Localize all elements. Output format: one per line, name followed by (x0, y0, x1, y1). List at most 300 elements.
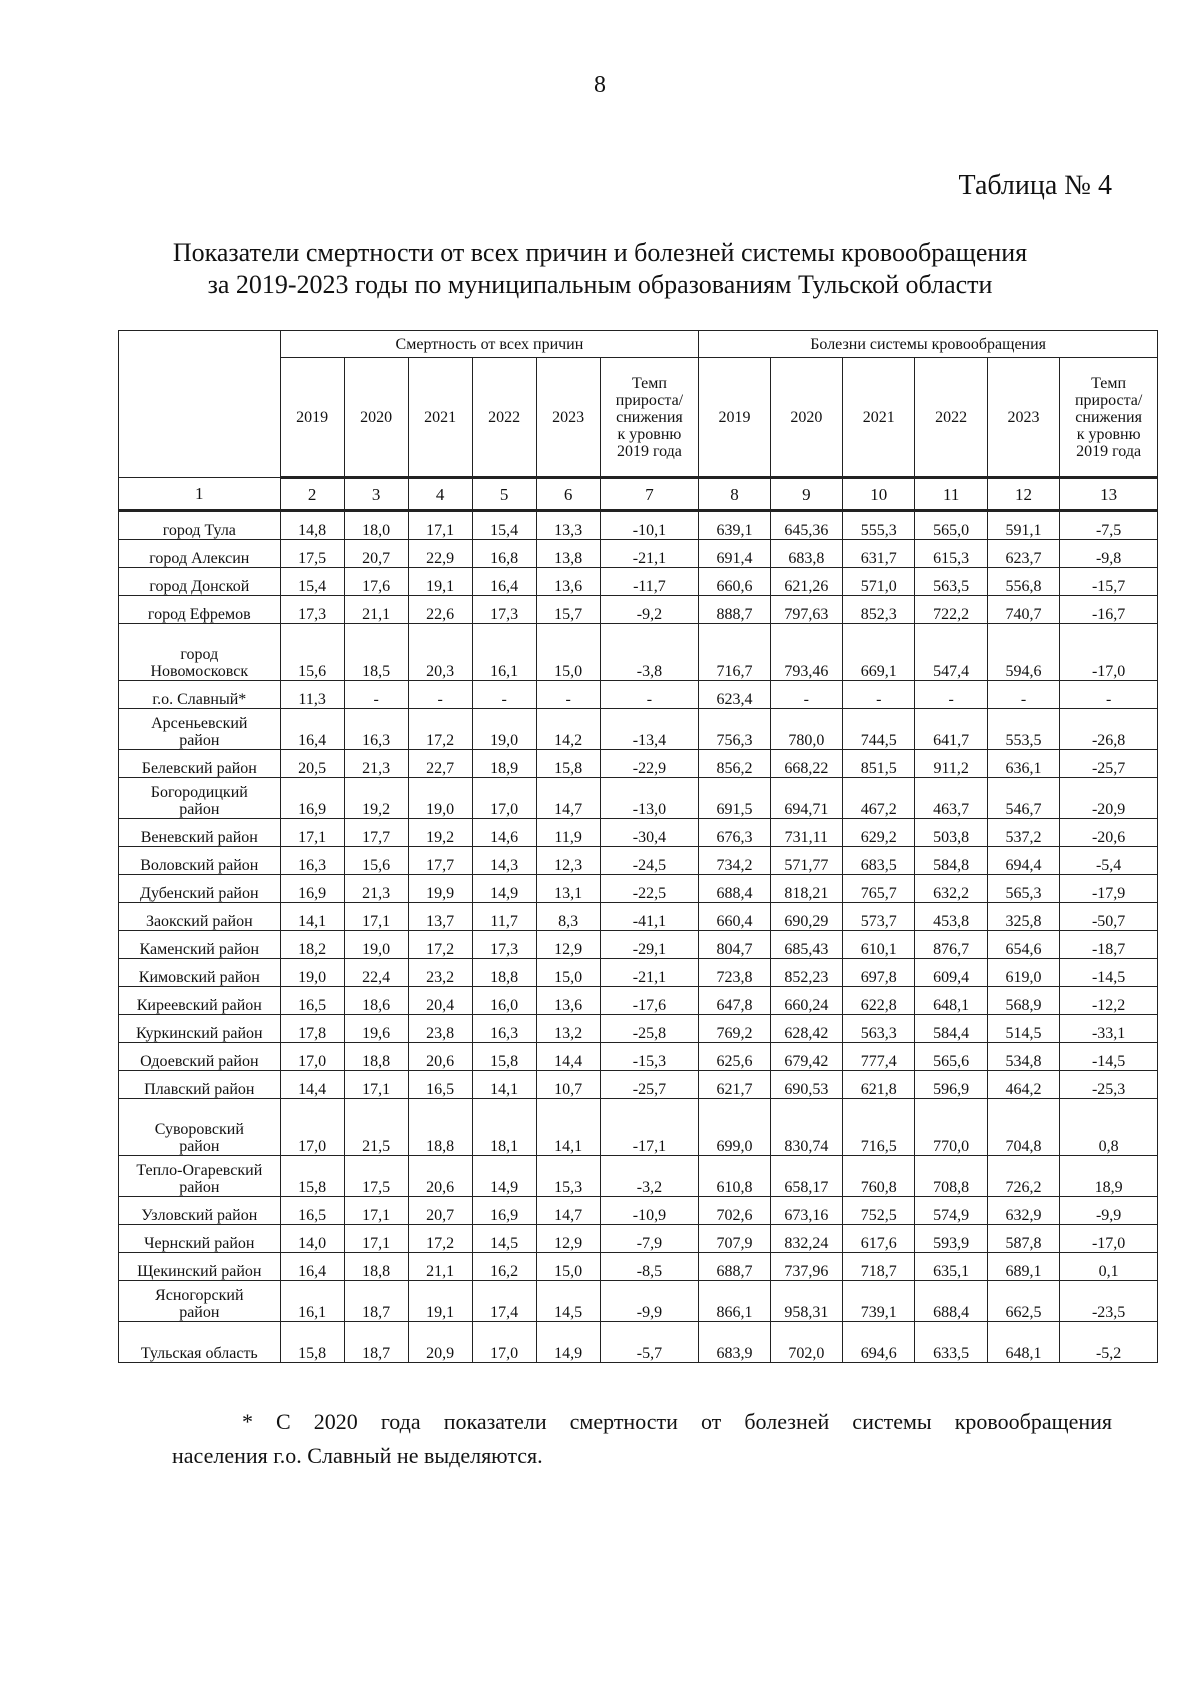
table-cell: 739,1 (843, 1281, 915, 1322)
table-cell: 654,6 (987, 931, 1059, 959)
table-cell: 18,8 (472, 959, 536, 987)
column-number: 13 (1060, 478, 1158, 511)
table-cell: 18,9 (1060, 1156, 1158, 1197)
table-cell: 737,96 (770, 1253, 842, 1281)
table-cell: 20,7 (344, 540, 408, 568)
footnote-line-1: * С 2020 года показатели смертности от болезней системы кровообращения (242, 1409, 1112, 1434)
table-cell: 20,5 (280, 750, 344, 778)
municipality-name-line: город Донской (149, 578, 250, 595)
column-number-row (119, 478, 1158, 511)
table-cell: 16,0 (472, 987, 536, 1015)
table-cell: 593,9 (915, 1225, 987, 1253)
table-cell: 780,0 (770, 709, 842, 750)
table-cell: 668,22 (770, 750, 842, 778)
municipality-name (119, 750, 281, 778)
table-cell: - (536, 681, 600, 709)
table-cell: 647,8 (699, 987, 770, 1015)
table-cell: 17,3 (280, 596, 344, 624)
municipality-name-line: район (179, 732, 220, 749)
table-row (119, 819, 1158, 847)
municipality-name-line: Новомосковск (150, 663, 249, 680)
municipality-name-line: Богородицкий (150, 784, 248, 801)
table-cell: 852,3 (843, 596, 915, 624)
table-cell: -14,5 (1060, 959, 1158, 987)
table-cell: 21,5 (344, 1099, 408, 1156)
municipality-name-line: Чернский район (144, 1235, 255, 1252)
municipality-name (119, 959, 281, 987)
table-row (119, 1197, 1158, 1225)
table-cell: - (1060, 681, 1158, 709)
table-cell: 19,0 (280, 959, 344, 987)
table-cell: 22,9 (408, 540, 472, 568)
table-cell: 571,0 (843, 568, 915, 596)
table-cell: 14,1 (536, 1099, 600, 1156)
table-cell: 13,6 (536, 987, 600, 1015)
municipality-name-line: Тепло-Огаревский (136, 1162, 263, 1179)
table-cell: 744,5 (843, 709, 915, 750)
table-cell: 688,4 (915, 1281, 987, 1322)
table-cell: -41,1 (600, 903, 699, 931)
table-title (100, 237, 1100, 301)
circulatory-tempo-header-line: Темп (1091, 374, 1127, 392)
column-number: 3 (344, 478, 408, 511)
table-cell: 690,53 (770, 1071, 842, 1099)
table-cell: 14,3 (472, 847, 536, 875)
table-cell: 573,7 (843, 903, 915, 931)
table-cell: 18,5 (344, 624, 408, 681)
table-cell: 17,7 (408, 847, 472, 875)
table-title-line-1: Показатели смертности от всех причин и болезней системы кровообращения (172, 238, 1028, 267)
municipality-name-line: город (180, 646, 219, 663)
all-causes-tempo-header-line: к уровню (617, 425, 682, 443)
table-row (119, 1281, 1158, 1322)
municipality-name (119, 931, 281, 959)
table-cell: -17,0 (1060, 624, 1158, 681)
table-cell: 8,3 (536, 903, 600, 931)
table-row (119, 568, 1158, 596)
table-cell: -21,1 (600, 540, 699, 568)
circulatory-year-4: 2023 (987, 358, 1059, 478)
table-cell: -17,0 (1060, 1225, 1158, 1253)
table-cell: 632,9 (987, 1197, 1059, 1225)
table-cell: -9,9 (600, 1281, 699, 1322)
table-cell: -17,1 (600, 1099, 699, 1156)
table-cell: 16,8 (472, 540, 536, 568)
table-cell: -10,1 (600, 511, 699, 540)
table-cell: 631,7 (843, 540, 915, 568)
table-cell: -5,4 (1060, 847, 1158, 875)
table-cell: 568,9 (987, 987, 1059, 1015)
table-cell: -25,3 (1060, 1071, 1158, 1099)
table-cell: 11,3 (280, 681, 344, 709)
table-cell: 14,5 (472, 1225, 536, 1253)
table-cell: - (344, 681, 408, 709)
table-cell: -24,5 (600, 847, 699, 875)
table-cell: 16,4 (280, 709, 344, 750)
table-cell: 16,5 (280, 987, 344, 1015)
table-cell: 756,3 (699, 709, 770, 750)
table-cell: -5,7 (600, 1322, 699, 1363)
table-cell: -15,3 (600, 1043, 699, 1071)
table-cell: - (472, 681, 536, 709)
municipality-name-line: Плавский район (144, 1081, 255, 1098)
table-cell: 17,7 (344, 819, 408, 847)
table-cell: 18,6 (344, 987, 408, 1015)
table-cell: -13,0 (600, 778, 699, 819)
table-cell: 20,4 (408, 987, 472, 1015)
all-causes-tempo-header-line: 2019 года (616, 442, 682, 460)
municipality-name-line: город Ефремов (147, 606, 251, 623)
table-cell: -16,7 (1060, 596, 1158, 624)
table-cell: 691,4 (699, 540, 770, 568)
municipality-name-line: Веневский район (140, 829, 258, 846)
table-cell: 14,8 (280, 511, 344, 540)
table-row (119, 681, 1158, 709)
table-cell: 18,8 (344, 1043, 408, 1071)
municipality-name-line: г.о. Славный* (152, 691, 247, 708)
table-cell: 621,8 (843, 1071, 915, 1099)
table-row (119, 1225, 1158, 1253)
table-cell: -20,9 (1060, 778, 1158, 819)
table-cell: 660,6 (699, 568, 770, 596)
municipality-name-line: район (179, 1304, 220, 1321)
table-cell: 610,1 (843, 931, 915, 959)
table-cell: -20,6 (1060, 819, 1158, 847)
table-cell: 14,4 (536, 1043, 600, 1071)
municipality-name (119, 568, 281, 596)
table-cell: 16,2 (472, 1253, 536, 1281)
table-cell: 14,9 (472, 875, 536, 903)
corner-header-cell (119, 331, 281, 478)
table-cell: -11,7 (600, 568, 699, 596)
municipality-name (119, 875, 281, 903)
table-cell: 19,0 (408, 778, 472, 819)
table-cell: 639,1 (699, 511, 770, 540)
column-number: 5 (472, 478, 536, 511)
table-cell: 16,1 (472, 624, 536, 681)
table-cell: 584,4 (915, 1015, 987, 1043)
table-cell: 20,9 (408, 1322, 472, 1363)
table-cell: 584,8 (915, 847, 987, 875)
table-cell: 702,0 (770, 1322, 842, 1363)
table-cell: 19,1 (408, 1281, 472, 1322)
table-row (119, 931, 1158, 959)
table-cell: 22,6 (408, 596, 472, 624)
table-cell: 830,74 (770, 1099, 842, 1156)
table-cell: 14,7 (536, 1197, 600, 1225)
circulatory-year-0: 2019 (699, 358, 770, 478)
municipality-name (119, 987, 281, 1015)
table-cell: 17,8 (280, 1015, 344, 1043)
municipality-name (119, 819, 281, 847)
table-cell: 17,5 (344, 1156, 408, 1197)
table-cell: 645,36 (770, 511, 842, 540)
table-cell: 21,1 (408, 1253, 472, 1281)
municipality-name (119, 778, 281, 819)
municipality-name (119, 540, 281, 568)
table-row (119, 624, 1158, 681)
all-causes-tempo-header-line: снижения (616, 408, 683, 426)
municipality-name-line: Суворовский (154, 1121, 244, 1138)
table-cell: 15,4 (472, 511, 536, 540)
column-number: 12 (987, 478, 1059, 511)
table-cell: 18,7 (344, 1281, 408, 1322)
table-cell: -30,4 (600, 819, 699, 847)
table-cell: 16,1 (280, 1281, 344, 1322)
table-cell: 17,6 (344, 568, 408, 596)
table-cell: -7,5 (1060, 511, 1158, 540)
table-cell: 16,9 (280, 875, 344, 903)
table-cell: 722,2 (915, 596, 987, 624)
municipality-name (119, 511, 281, 540)
table-cell: 621,26 (770, 568, 842, 596)
table-cell: -23,5 (1060, 1281, 1158, 1322)
municipality-name (119, 1253, 281, 1281)
table-cell: 694,4 (987, 847, 1059, 875)
table-row (119, 540, 1158, 568)
table-cell: 632,2 (915, 875, 987, 903)
table-cell: 16,9 (280, 778, 344, 819)
table-cell: 15,8 (280, 1322, 344, 1363)
municipality-name-line: Ясногорский (155, 1287, 244, 1304)
municipality-name-line: Заокский район (145, 913, 253, 930)
table-cell: 818,21 (770, 875, 842, 903)
table-row (119, 1253, 1158, 1281)
municipality-name (119, 1225, 281, 1253)
table-cell: 453,8 (915, 903, 987, 931)
municipality-name (119, 1322, 281, 1363)
table-cell: 563,5 (915, 568, 987, 596)
table-cell: 866,1 (699, 1281, 770, 1322)
table-cell: 760,8 (843, 1156, 915, 1197)
table-cell: 699,0 (699, 1099, 770, 1156)
table-row (119, 1043, 1158, 1071)
municipality-name (119, 709, 281, 750)
header-all-causes: Смертность от всех причин (280, 331, 699, 358)
table-cell: 13,8 (536, 540, 600, 568)
table-cell: 503,8 (915, 819, 987, 847)
column-number: 7 (600, 478, 699, 511)
municipality-name-line: город Алексин (149, 550, 250, 567)
all-causes-year-3: 2022 (472, 358, 536, 478)
table-cell: 23,2 (408, 959, 472, 987)
table-cell: -7,9 (600, 1225, 699, 1253)
table-cell: 14,7 (536, 778, 600, 819)
table-cell: 726,2 (987, 1156, 1059, 1197)
table-cell: 765,7 (843, 875, 915, 903)
municipality-name-line: Узловский район (141, 1207, 258, 1224)
table-cell: 691,5 (699, 778, 770, 819)
table-row (119, 709, 1158, 750)
table-cell: 625,6 (699, 1043, 770, 1071)
table-cell: 21,3 (344, 750, 408, 778)
table-cell: 15,0 (536, 959, 600, 987)
table-cell: 563,3 (843, 1015, 915, 1043)
all-causes-year-2: 2021 (408, 358, 472, 478)
table-cell: 723,8 (699, 959, 770, 987)
table-cell: 16,4 (280, 1253, 344, 1281)
column-number: 4 (408, 478, 472, 511)
table-cell: 609,4 (915, 959, 987, 987)
table-cell: 856,2 (699, 750, 770, 778)
municipality-name-line: Белевский район (141, 760, 257, 777)
table-cell: 851,5 (843, 750, 915, 778)
circulatory-year-1: 2020 (770, 358, 842, 478)
table-row (119, 596, 1158, 624)
column-number: 1 (119, 478, 281, 511)
table-cell: 565,3 (987, 875, 1059, 903)
all-causes-tempo-header (600, 358, 699, 478)
table-cell: 17,0 (472, 1322, 536, 1363)
table-cell: 10,7 (536, 1071, 600, 1099)
table-cell: 635,1 (915, 1253, 987, 1281)
table-cell: -21,1 (600, 959, 699, 987)
table-cell: 13,2 (536, 1015, 600, 1043)
table-cell: 547,4 (915, 624, 987, 681)
municipality-name-line: район (179, 1179, 220, 1196)
table-cell: 18,1 (472, 1099, 536, 1156)
table-cell: 15,0 (536, 1253, 600, 1281)
table-cell: 18,9 (472, 750, 536, 778)
table-cell: 571,77 (770, 847, 842, 875)
table-cell: 793,46 (770, 624, 842, 681)
table-cell: 633,5 (915, 1322, 987, 1363)
table-cell: 15,6 (280, 624, 344, 681)
column-number: 8 (699, 478, 770, 511)
table-cell: -15,7 (1060, 568, 1158, 596)
table-cell: 14,2 (536, 709, 600, 750)
table-cell: 17,3 (472, 596, 536, 624)
table-cell: 17,0 (280, 1043, 344, 1071)
table-cell: 685,43 (770, 931, 842, 959)
table-cell: -10,9 (600, 1197, 699, 1225)
table-cell: 673,16 (770, 1197, 842, 1225)
table-cell: 718,7 (843, 1253, 915, 1281)
circulatory-tempo-header-line: к уровню (1076, 425, 1141, 443)
table-cell: 21,3 (344, 875, 408, 903)
table-cell: 770,0 (915, 1099, 987, 1156)
column-number: 6 (536, 478, 600, 511)
municipality-name (119, 1099, 281, 1156)
table-cell: 467,2 (843, 778, 915, 819)
table-cell: 23,8 (408, 1015, 472, 1043)
table-cell: 22,4 (344, 959, 408, 987)
table-cell: 619,0 (987, 959, 1059, 987)
table-cell: 623,7 (987, 540, 1059, 568)
table-cell: 565,6 (915, 1043, 987, 1071)
circulatory-tempo-header-line: снижения (1075, 408, 1142, 426)
municipality-name (119, 1043, 281, 1071)
table-cell: 18,8 (408, 1099, 472, 1156)
table-cell: 19,1 (408, 568, 472, 596)
table-cell: -3,8 (600, 624, 699, 681)
page-number: 8 (594, 72, 606, 98)
table-cell: 17,1 (344, 1197, 408, 1225)
table-cell: 14,9 (472, 1156, 536, 1197)
municipality-name-line: Каменский район (139, 941, 260, 958)
table-cell: 694,6 (843, 1322, 915, 1363)
table-cell: 15,8 (536, 750, 600, 778)
table-cell: 19,2 (344, 778, 408, 819)
municipality-name-line: Одоевский район (140, 1053, 259, 1070)
table-cell: 11,9 (536, 819, 600, 847)
table-cell: 15,4 (280, 568, 344, 596)
municipality-name-line: район (179, 1138, 220, 1155)
table-cell: 13,7 (408, 903, 472, 931)
table-cell: 11,7 (472, 903, 536, 931)
circulatory-year-2: 2021 (843, 358, 915, 478)
table-cell: 19,2 (408, 819, 472, 847)
table-cell: 18,2 (280, 931, 344, 959)
table-cell: 648,1 (987, 1322, 1059, 1363)
table-cell: 17,1 (344, 903, 408, 931)
table-cell: 19,0 (344, 931, 408, 959)
column-number: 9 (770, 478, 842, 511)
table-cell: 17,1 (344, 1225, 408, 1253)
table-cell: -22,9 (600, 750, 699, 778)
table-cell: 704,8 (987, 1099, 1059, 1156)
table-cell: 852,23 (770, 959, 842, 987)
table-cell: 911,2 (915, 750, 987, 778)
table-cell: 19,6 (344, 1015, 408, 1043)
footnote (172, 1405, 1112, 1473)
table-cell: 17,3 (472, 931, 536, 959)
table-row (119, 847, 1158, 875)
table-cell: -26,8 (1060, 709, 1158, 750)
table-cell: 660,24 (770, 987, 842, 1015)
table-row (119, 1099, 1158, 1156)
circulatory-tempo-header-line: прироста/ (1074, 391, 1143, 409)
table-row (119, 511, 1158, 540)
table-cell: 587,8 (987, 1225, 1059, 1253)
table-cell: 18,0 (344, 511, 408, 540)
table-cell: 17,5 (280, 540, 344, 568)
all-causes-year-1: 2020 (344, 358, 408, 478)
table-cell: 676,3 (699, 819, 770, 847)
table-cell: 716,5 (843, 1099, 915, 1156)
table-cell: 731,11 (770, 819, 842, 847)
table-cell: - (408, 681, 472, 709)
table-cell: -33,1 (1060, 1015, 1158, 1043)
table-cell: -29,1 (600, 931, 699, 959)
table-cell: 0,8 (1060, 1099, 1158, 1156)
column-number: 10 (843, 478, 915, 511)
municipality-name-line: район (179, 801, 220, 818)
municipality-name-line: Тульская область (140, 1345, 258, 1362)
municipality-name (119, 1156, 281, 1197)
table-cell: 697,8 (843, 959, 915, 987)
table-cell: 22,7 (408, 750, 472, 778)
table-cell: 17,1 (344, 1071, 408, 1099)
all-causes-tempo-header-line: Темп (631, 374, 667, 392)
table-cell: 16,5 (408, 1071, 472, 1099)
table-cell: 20,3 (408, 624, 472, 681)
table-cell: 804,7 (699, 931, 770, 959)
table-cell: 702,6 (699, 1197, 770, 1225)
table-row (119, 1071, 1158, 1099)
municipality-name (119, 903, 281, 931)
column-number: 2 (280, 478, 344, 511)
table-cell: 734,2 (699, 847, 770, 875)
table-row (119, 750, 1158, 778)
table-cell: 658,17 (770, 1156, 842, 1197)
table-cell: -5,2 (1060, 1322, 1158, 1363)
municipality-name (119, 681, 281, 709)
table-cell: - (843, 681, 915, 709)
table-cell: 514,5 (987, 1015, 1059, 1043)
table-cell: 740,7 (987, 596, 1059, 624)
table-cell: 594,6 (987, 624, 1059, 681)
